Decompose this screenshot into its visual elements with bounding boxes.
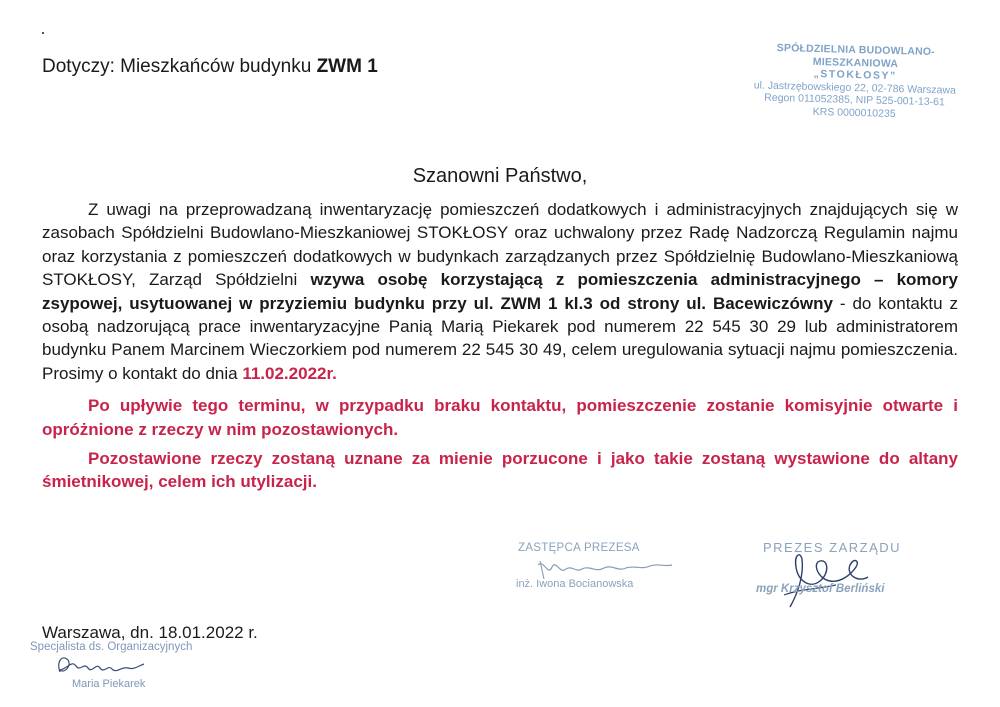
stamp-line-5: KRS 0000010235 [812, 105, 896, 120]
deputy-title-stamp: ZASTĘPCA PREZESA [518, 542, 640, 554]
salutation: Szanowni Państwo, [412, 165, 588, 187]
paragraph-intro: Z uwagi na przeprowadzaną inwentaryzację pomieszczeń dodatkowych i administracyjnych znajdujących się w zasobach Spółdzielni Budowlano-Mieszkaniowej STOKŁOSY oraz uchwalony przez Radę Nadzorczą Regulamin najmu oraz korzystania z pomieszczeń dodatkowych w budynkach zarządzanych przez Spółdzielnię Budowlano-Mieszkaniową STOKŁOSY, Zarząd Spółdzielni [42, 200, 958, 290]
letter-body [42, 198, 958, 494]
place-and-date: Warszawa, dn. 18.01.2022 r. [42, 623, 258, 642]
specialist-name-stamp: Maria Piekarek [72, 678, 146, 690]
stamp-line-3: ul. Jastrzębowskiego 22, 02-786 Warszawa [753, 78, 957, 97]
subject-line [42, 56, 378, 78]
warning-paragraph-1: Po upływie tego terminu, w przypadku braku kontaktu, pomieszczenie zostanie komisyjnie otwarte i opróżnione z rzeczy w nim pozostawionych. [42, 396, 958, 439]
president-signature-icon [770, 545, 880, 615]
specialist-signature-icon [50, 652, 150, 680]
deadline-date: 11.02.2022r. [242, 363, 337, 383]
president-name-stamp: mgr Krzysztof Berliński [756, 583, 885, 595]
deputy-name-stamp: inż. Iwona Bocianowska [516, 578, 634, 590]
specialist-title-stamp: Specjalista ds. Organizacyjnych [30, 641, 193, 653]
scan-dot [42, 32, 44, 34]
warning-paragraph-2: Pozostawione rzeczy zostaną uznane za mienie porzucone i jako takie zostaną wystawione do altany śmietnikowej, celem ich utylizacji. [42, 449, 958, 492]
stamp-line-2: „STOKŁOSY” [813, 67, 897, 83]
president-title-stamp: PREZES ZARZĄDU [763, 540, 902, 555]
stamp-line-1: SPÓŁDZIELNIA BUDOWLANO-MIESZKANIOWA [776, 41, 936, 70]
main-paragraph [42, 198, 958, 385]
stamp-line-4: Regon 011052385, NIP 525-001-13-61 [764, 91, 945, 109]
subject-building: ZWM 1 [316, 56, 378, 77]
paragraph-contact: - do kontaktu z osobą nadzorującą prace inwentaryzacyjne Panią Marią Piekarek pod numerem 22 545 30 29 lub administratorem budynku Panem Marcinem Wieczorkiem pod numerem 22 545 30 49, celem uregulowania sytuacji najmu pomieszczenia. Prosimy o kontakt do dnia [42, 293, 958, 383]
paragraph-summons: wzywa osobę korzystającą z pomieszczenia administracyjnego – komory zsypowej, usytuowanej w przyziemiu budynku przy ul. ZWM 1 kl.3 od strony ul. Bacewiczówny [42, 270, 958, 313]
cooperative-stamp [734, 41, 976, 122]
subject-prefix: Dotyczy: Mieszkańców budynku [42, 56, 317, 77]
